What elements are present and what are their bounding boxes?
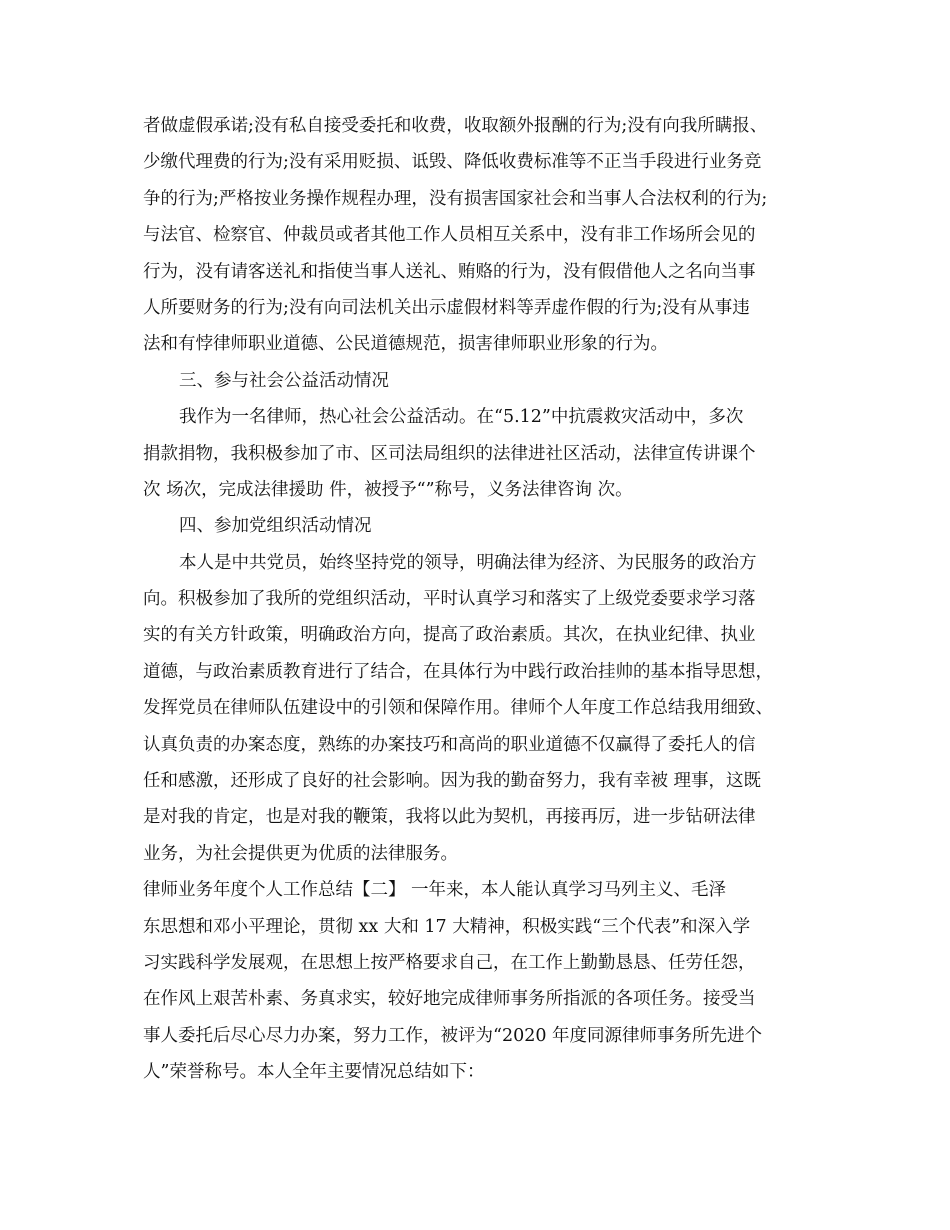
document-body <box>143 108 823 1091</box>
text-line: 道德，与政治素质教育进行了结合，在具体行为中践行政治挂帅的基本指导思想， <box>143 661 773 682</box>
text-line: 实的有关方针政策，明确政治方向，提高了政治素质。其次，在执业纪律、执业 <box>143 625 756 646</box>
text-line: 争的行为;严格按业务操作规程办理，没有损害国家社会和当事人合法权利的行为; <box>143 188 768 209</box>
text-line: 捐款捐物，我积极参加了市、区司法局组织的法律进社区活动，法律宣传讲课个 <box>143 443 756 464</box>
text-line: 人”荣誉称号。本人全年主要情况总结如下： <box>143 1062 485 1083</box>
text-line: 认真负责的办案态度，熟练的办案技巧和高尚的职业道德不仅赢得了委托人的信 <box>143 734 756 755</box>
text-line: 行为，没有请客送礼和指使当事人送礼、贿赂的行为，没有假借他人之名向当事 <box>143 261 756 282</box>
text-line: 四、参加党组织活动情况 <box>179 516 372 537</box>
text-line: 东思想和邓小平理论，贯彻 xx 大和 17 大精神，积极实践“三个代表”和深入学 <box>143 916 751 937</box>
text-line: 发挥党员在律师队伍建设中的引领和保障作用。律师个人年度工作总结我用细致、 <box>143 698 773 719</box>
text-line: 我作为一名律师，热心社会公益活动。在“5.12”中抗震救灾活动中，多次 <box>179 407 744 428</box>
text-line: 少缴代理费的行为;没有采用贬损、诋毁、降低收费标准等不正当手段进行业务竞 <box>143 152 762 173</box>
text-line: 法和有悖律师职业道德、公民道德规范，损害律师职业形象的行为。 <box>143 334 668 355</box>
text-line: 本人是中共党员，始终坚持党的领导，明确法律为经济、为民服务的政治方 <box>179 552 757 573</box>
text-line: 律师业务年度个人工作总结【二】 一年来，本人能认真学习马列主义、毛泽 <box>143 880 727 901</box>
text-line: 在作风上艰苦朴素、务真求实，较好地完成律师事务所指派的各项任务。接受当 <box>143 989 756 1010</box>
text-line: 三、参与社会公益活动情况 <box>179 370 389 391</box>
text-line: 任和感激，还形成了良好的社会影响。因为我的勤奋努力，我有幸被 理事，这既 <box>143 771 762 792</box>
text-line: 与法官、检察官、仲裁员或者其他工作人员相互关系中，没有非工作场所会见的 <box>143 225 756 246</box>
text-line: 次 场次，完成法律援助 件，被授予“”称号，义务法律咨询 次。 <box>143 479 633 500</box>
text-line: 者做虚假承诺;没有私自接受委托和收费，收取额外报酬的行为;没有向我所瞒报、 <box>143 116 768 136</box>
text-line: 业务，为社会提供更为优质的法律服务。 <box>143 843 458 864</box>
text-line: 人所要财务的行为;没有向司法机关出示虚假材料等弄虚作假的行为;没有从事违 <box>143 297 750 318</box>
text-line: 事人委托后尽心尽力办案，努力工作，被评为“2020 年度同源律师事务所先进个 <box>143 1025 763 1046</box>
text-line: 习实践科学发展观，在思想上按严格要求自己，在工作上勤勤恳恳、任劳任怨， <box>143 952 756 973</box>
text-line: 向。积极参加了我所的党组织活动，平时认真学习和落实了上级党委要求学习落 <box>143 589 756 610</box>
text-line: 是对我的肯定，也是对我的鞭策，我将以此为契机，再接再厉，进一步钻研法律 <box>143 807 756 828</box>
